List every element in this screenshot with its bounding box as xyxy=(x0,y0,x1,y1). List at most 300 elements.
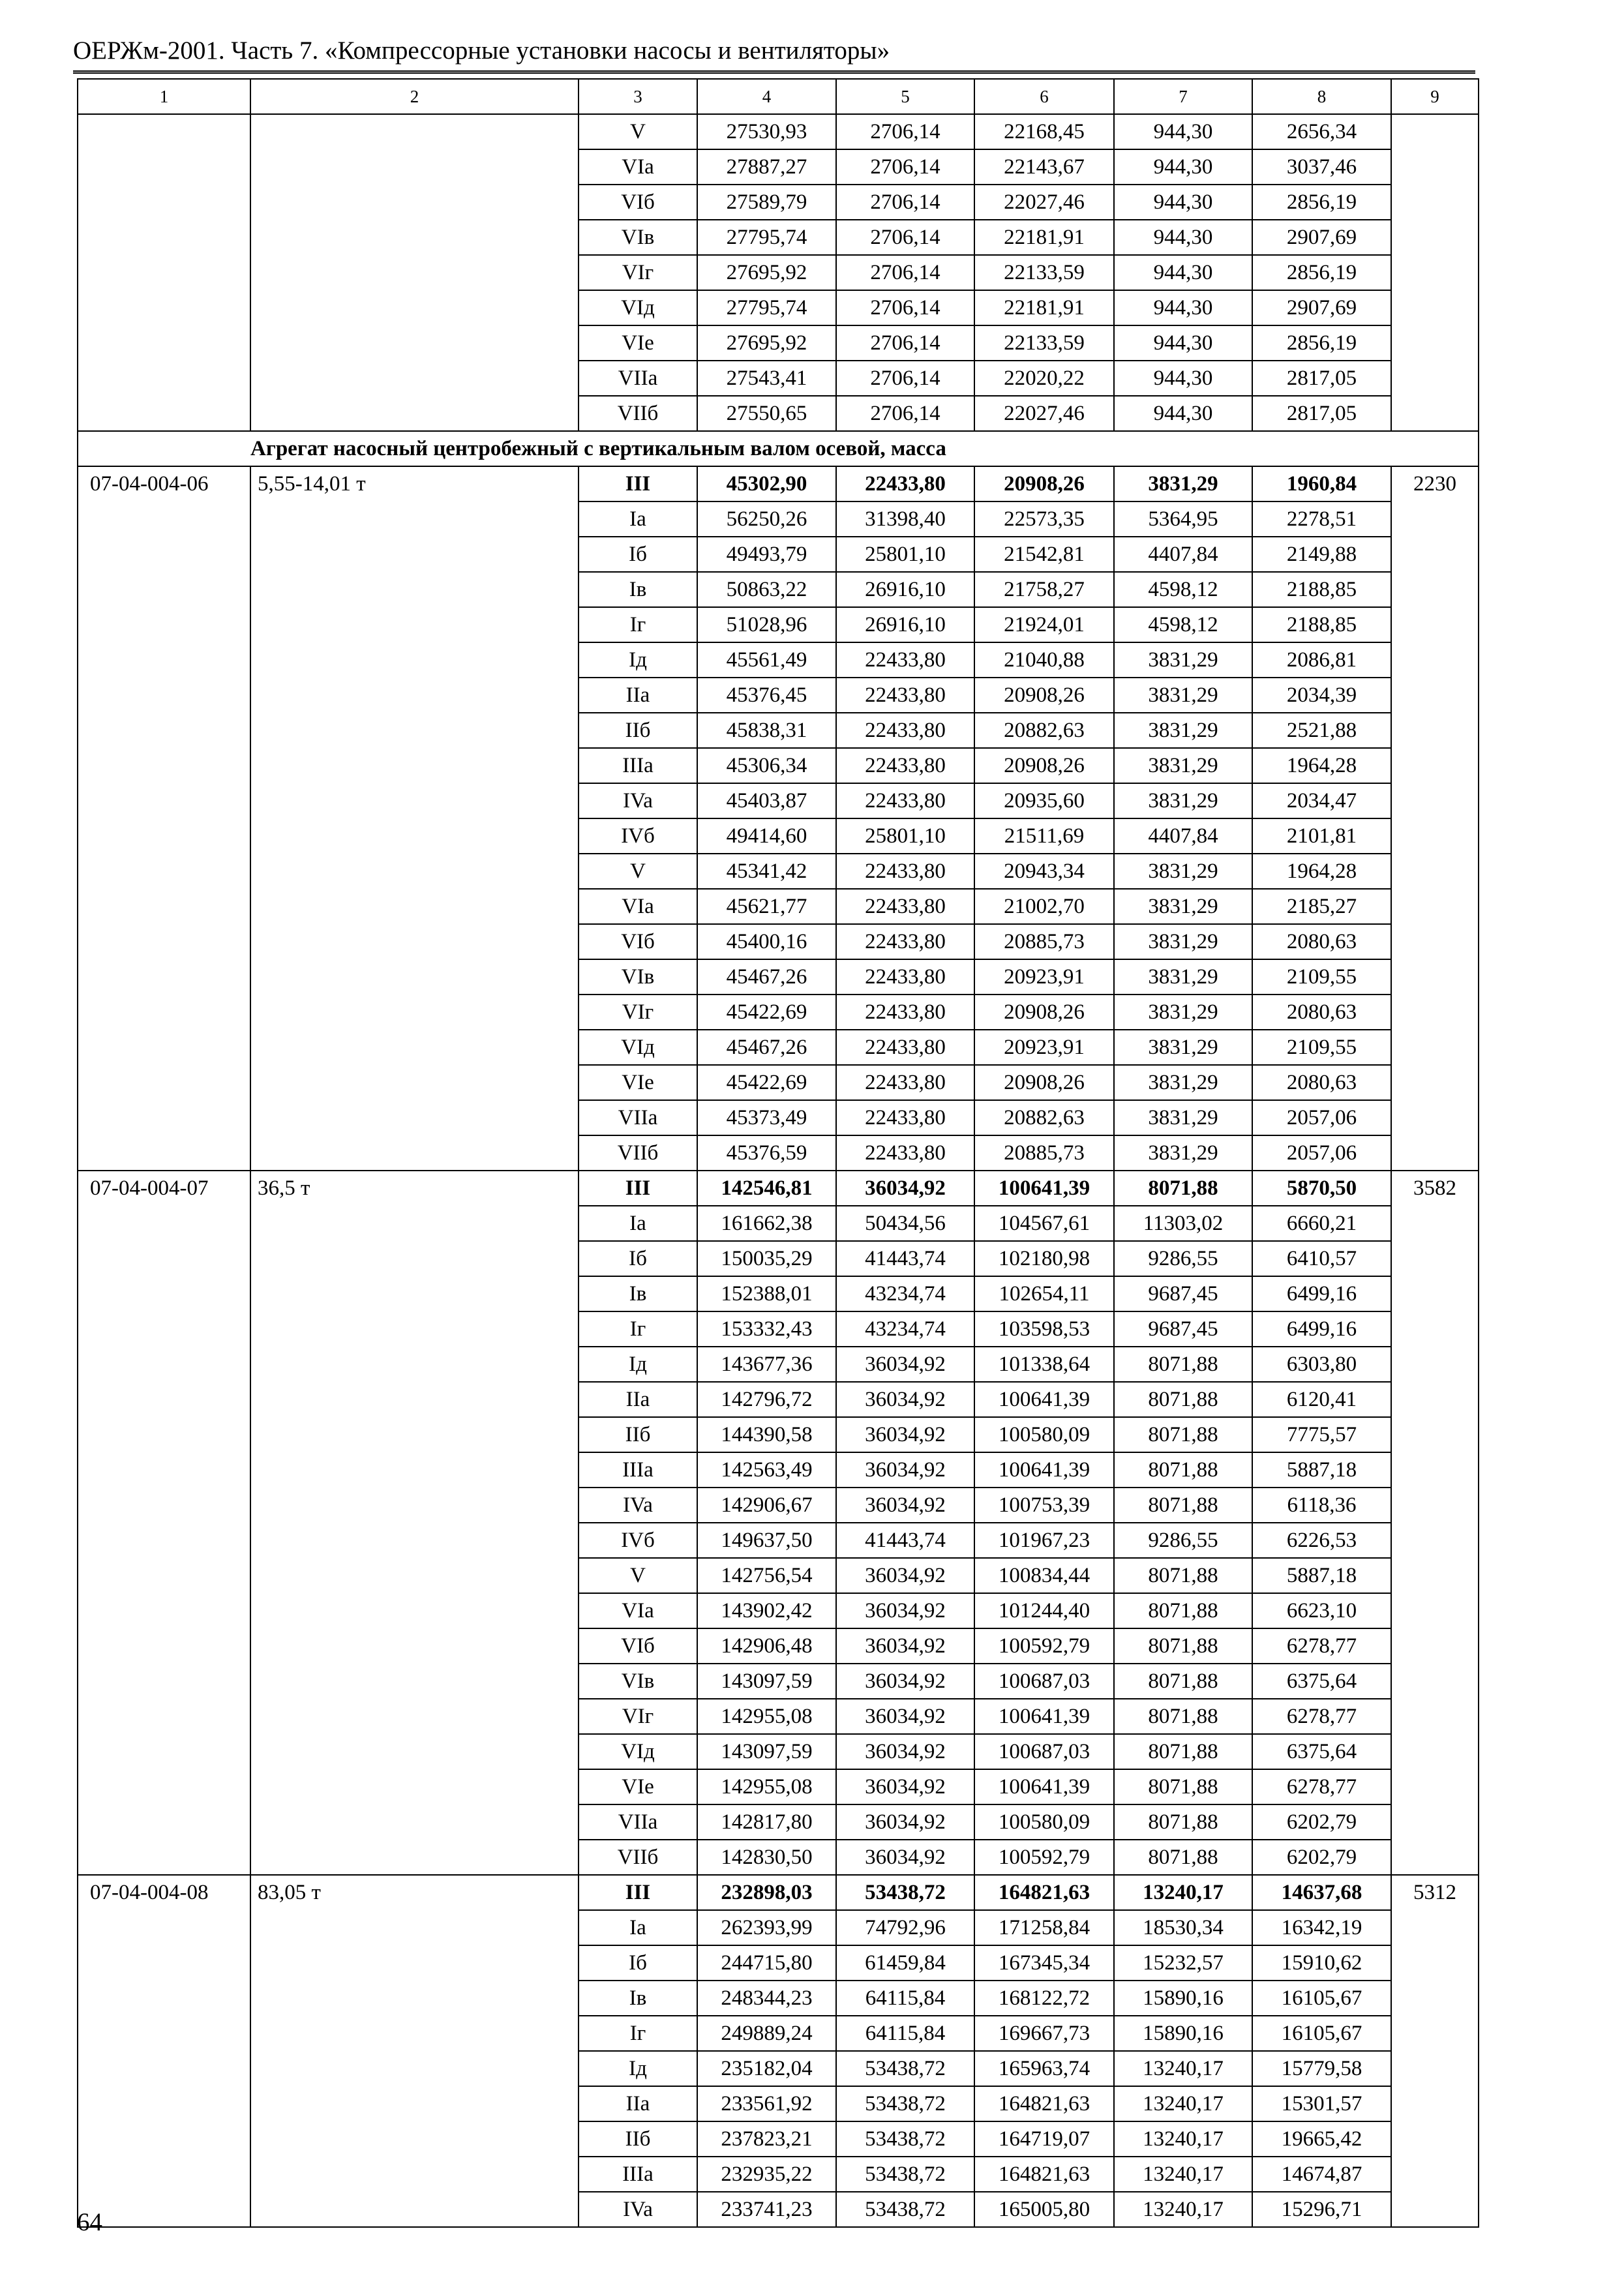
code-cell xyxy=(78,2157,250,2192)
value-cell: 36034,92 xyxy=(836,1171,974,1206)
value-cell: IVa xyxy=(579,2192,697,2227)
value-cell: 25801,10 xyxy=(836,818,974,854)
value-cell: 2521,88 xyxy=(1252,713,1391,748)
value-cell: 153332,43 xyxy=(697,1311,836,1347)
value-cell: 2656,34 xyxy=(1252,114,1391,149)
code-cell xyxy=(78,1699,250,1734)
code-cell xyxy=(78,1241,250,1276)
value-cell: 6278,77 xyxy=(1252,1769,1391,1804)
mass-cell xyxy=(250,959,579,995)
col9-cell xyxy=(1391,1558,1479,1593)
value-cell: 6375,64 xyxy=(1252,1734,1391,1769)
value-cell: 20908,26 xyxy=(974,678,1114,713)
table-row xyxy=(78,501,1479,537)
table-row xyxy=(78,1382,1479,1417)
value-cell: 22168,45 xyxy=(974,114,1114,149)
col9-cell xyxy=(1391,2086,1479,2121)
value-cell: Ia xyxy=(579,1206,697,1241)
value-cell: 2706,14 xyxy=(836,290,974,325)
value-cell: 2706,14 xyxy=(836,255,974,290)
mass-cell xyxy=(250,2157,579,2192)
value-cell: 2080,63 xyxy=(1252,924,1391,959)
value-cell: 8071,88 xyxy=(1114,1769,1252,1804)
col9-cell xyxy=(1391,1593,1479,1628)
mass-cell xyxy=(250,1840,579,1875)
mass-cell xyxy=(250,1945,579,1981)
value-cell: 6499,16 xyxy=(1252,1311,1391,1347)
mass-cell xyxy=(250,572,579,607)
value-cell: 14637,68 xyxy=(1252,1875,1391,1910)
value-cell: 2080,63 xyxy=(1252,995,1391,1030)
column-number-cell: 2 xyxy=(250,79,579,114)
value-cell: 22433,80 xyxy=(836,1065,974,1100)
value-cell: Iб xyxy=(579,537,697,572)
col9-cell xyxy=(1391,1981,1479,2016)
mass-cell xyxy=(250,2192,579,2227)
value-cell: 142955,08 xyxy=(697,1769,836,1804)
value-cell: 169667,73 xyxy=(974,2016,1114,2051)
value-cell: 21542,81 xyxy=(974,537,1114,572)
value-cell: 3831,29 xyxy=(1114,1065,1252,1100)
col9-cell xyxy=(1391,1065,1479,1100)
code-cell xyxy=(78,924,250,959)
code-cell xyxy=(78,1488,250,1523)
table-row xyxy=(78,1347,1479,1382)
value-cell: 20885,73 xyxy=(974,1135,1114,1171)
value-cell: 45373,49 xyxy=(697,1100,836,1135)
col9-cell xyxy=(1391,1135,1479,1171)
mass-cell xyxy=(250,1664,579,1699)
mass-cell xyxy=(250,1065,579,1100)
value-cell: 36034,92 xyxy=(836,1840,974,1875)
value-cell: 6660,21 xyxy=(1252,1206,1391,1241)
code-cell xyxy=(78,1769,250,1804)
col9-cell xyxy=(1391,1347,1479,1382)
mass-cell xyxy=(250,1699,579,1734)
table-row xyxy=(78,114,1479,149)
column-number-cell: 5 xyxy=(836,79,974,114)
value-cell: 2907,69 xyxy=(1252,220,1391,255)
table-row xyxy=(78,1276,1479,1311)
value-cell: VIб xyxy=(579,924,697,959)
value-cell: 45838,31 xyxy=(697,713,836,748)
value-cell: 2057,06 xyxy=(1252,1100,1391,1135)
value-cell: 49493,79 xyxy=(697,537,836,572)
value-cell: 45376,59 xyxy=(697,1135,836,1171)
value-cell: 27695,92 xyxy=(697,255,836,290)
value-cell: 161662,38 xyxy=(697,1206,836,1241)
value-cell: 142817,80 xyxy=(697,1804,836,1840)
code-cell xyxy=(78,1382,250,1417)
table-row xyxy=(78,149,1479,185)
column-number-cell: 6 xyxy=(974,79,1114,114)
table-row xyxy=(78,1065,1479,1100)
value-cell: 15779,58 xyxy=(1252,2051,1391,2086)
value-cell: 22433,80 xyxy=(836,1030,974,1065)
code-cell xyxy=(78,537,250,572)
value-cell: 45467,26 xyxy=(697,1030,836,1065)
mass-cell xyxy=(250,889,579,924)
value-cell: 2856,19 xyxy=(1252,255,1391,290)
mass-cell xyxy=(250,1030,579,1065)
table-row xyxy=(78,396,1479,431)
value-cell: 944,30 xyxy=(1114,185,1252,220)
col9-cell xyxy=(1391,2157,1479,2192)
col9-cell xyxy=(1391,1030,1479,1065)
value-cell: IIIa xyxy=(579,748,697,783)
value-cell: Ia xyxy=(579,1910,697,1945)
value-cell: 2907,69 xyxy=(1252,290,1391,325)
col9-cell xyxy=(1391,149,1479,185)
code-cell: 07-04-004-07 xyxy=(78,1171,250,1206)
code-cell xyxy=(78,255,250,290)
value-cell: 8071,88 xyxy=(1114,1558,1252,1593)
code-cell xyxy=(78,220,250,255)
value-cell: 26916,10 xyxy=(836,572,974,607)
value-cell: 102180,98 xyxy=(974,1241,1114,1276)
value-cell: 165005,80 xyxy=(974,2192,1114,2227)
table-row xyxy=(78,1593,1479,1628)
value-cell: 27887,27 xyxy=(697,149,836,185)
table-row xyxy=(78,1981,1479,2016)
value-cell: VIе xyxy=(579,1769,697,1804)
table-row xyxy=(78,959,1479,995)
col9-cell xyxy=(1391,1452,1479,1488)
value-cell: 4407,84 xyxy=(1114,818,1252,854)
value-cell: 36034,92 xyxy=(836,1452,974,1488)
col9-cell xyxy=(1391,1382,1479,1417)
value-cell: VIa xyxy=(579,1593,697,1628)
value-cell: 36034,92 xyxy=(836,1664,974,1699)
value-cell: 6278,77 xyxy=(1252,1628,1391,1664)
column-number-cell: 3 xyxy=(579,79,697,114)
value-cell: 22433,80 xyxy=(836,995,974,1030)
value-cell: 944,30 xyxy=(1114,114,1252,149)
value-cell: IIб xyxy=(579,1417,697,1452)
value-cell: 56250,26 xyxy=(697,501,836,537)
table-row xyxy=(78,1910,1479,1945)
col9-cell xyxy=(1391,290,1479,325)
value-cell: 15910,62 xyxy=(1252,1945,1391,1981)
value-cell: 944,30 xyxy=(1114,290,1252,325)
value-cell: 100592,79 xyxy=(974,1628,1114,1664)
value-cell: 100592,79 xyxy=(974,1840,1114,1875)
value-cell: 5887,18 xyxy=(1252,1452,1391,1488)
code-cell xyxy=(78,748,250,783)
group-lead-row xyxy=(78,1875,1479,1910)
value-cell: 6623,10 xyxy=(1252,1593,1391,1628)
value-cell: Iв xyxy=(579,1981,697,2016)
value-cell: 944,30 xyxy=(1114,325,1252,361)
value-cell: 5887,18 xyxy=(1252,1558,1391,1593)
code-cell xyxy=(78,2192,250,2227)
value-cell: 45400,16 xyxy=(697,924,836,959)
value-cell: 53438,72 xyxy=(836,2121,974,2157)
table-row xyxy=(78,2157,1479,2192)
code-cell xyxy=(78,114,250,149)
value-cell: 3831,29 xyxy=(1114,783,1252,818)
value-cell: 1964,28 xyxy=(1252,854,1391,889)
code-cell xyxy=(78,2051,250,2086)
value-cell: 3831,29 xyxy=(1114,924,1252,959)
mass-cell xyxy=(250,255,579,290)
value-cell: 8071,88 xyxy=(1114,1628,1252,1664)
value-cell: 3831,29 xyxy=(1114,748,1252,783)
value-cell: IIa xyxy=(579,2086,697,2121)
code-cell xyxy=(78,1558,250,1593)
value-cell: 232898,03 xyxy=(697,1875,836,1910)
mass-cell xyxy=(250,1311,579,1347)
code-cell xyxy=(78,2086,250,2121)
value-cell: 6118,36 xyxy=(1252,1488,1391,1523)
value-cell: 2706,14 xyxy=(836,185,974,220)
group-lead-row xyxy=(78,1171,1479,1206)
table-row xyxy=(78,2016,1479,2051)
value-cell: 20923,91 xyxy=(974,959,1114,995)
value-cell: 27589,79 xyxy=(697,185,836,220)
col9-cell xyxy=(1391,1628,1479,1664)
mass-cell xyxy=(250,713,579,748)
value-cell: VIIб xyxy=(579,396,697,431)
value-cell: 22027,46 xyxy=(974,185,1114,220)
value-cell: 20908,26 xyxy=(974,1065,1114,1100)
table-row xyxy=(78,854,1479,889)
value-cell: 14674,87 xyxy=(1252,2157,1391,2192)
header-rule xyxy=(73,70,1475,74)
value-cell: VIг xyxy=(579,995,697,1030)
value-cell: 164719,07 xyxy=(974,2121,1114,2157)
value-cell: 22433,80 xyxy=(836,889,974,924)
value-cell: 100641,39 xyxy=(974,1382,1114,1417)
value-cell: IVa xyxy=(579,783,697,818)
value-cell: VIIa xyxy=(579,1100,697,1135)
table-row xyxy=(78,572,1479,607)
value-cell: 53438,72 xyxy=(836,2086,974,2121)
col9-cell xyxy=(1391,1734,1479,1769)
code-cell xyxy=(78,678,250,713)
value-cell: 36034,92 xyxy=(836,1593,974,1628)
value-cell: 143097,59 xyxy=(697,1734,836,1769)
value-cell: 64115,84 xyxy=(836,2016,974,2051)
col9-cell xyxy=(1391,713,1479,748)
value-cell: VIб xyxy=(579,1628,697,1664)
value-cell: 2188,85 xyxy=(1252,607,1391,642)
value-cell: 944,30 xyxy=(1114,149,1252,185)
value-cell: 22133,59 xyxy=(974,255,1114,290)
value-cell: 64115,84 xyxy=(836,1981,974,2016)
value-cell: IVб xyxy=(579,1523,697,1558)
value-cell: 171258,84 xyxy=(974,1910,1114,1945)
code-cell xyxy=(78,783,250,818)
value-cell: 21040,88 xyxy=(974,642,1114,678)
code-cell xyxy=(78,1065,250,1100)
value-cell: 36034,92 xyxy=(836,1804,974,1840)
value-cell: 6202,79 xyxy=(1252,1840,1391,1875)
mass-cell xyxy=(250,501,579,537)
value-cell: 100641,39 xyxy=(974,1699,1114,1734)
code-cell xyxy=(78,1347,250,1382)
value-cell: VIa xyxy=(579,149,697,185)
value-cell: VIIa xyxy=(579,361,697,396)
value-cell: 22433,80 xyxy=(836,713,974,748)
value-cell: 74792,96 xyxy=(836,1910,974,1945)
col9-cell xyxy=(1391,889,1479,924)
value-cell: 143097,59 xyxy=(697,1664,836,1699)
col9-cell xyxy=(1391,361,1479,396)
code-cell xyxy=(78,959,250,995)
value-cell: 22181,91 xyxy=(974,220,1114,255)
value-cell: 3831,29 xyxy=(1114,1100,1252,1135)
value-cell: 15890,16 xyxy=(1114,1981,1252,2016)
value-cell: IIa xyxy=(579,1382,697,1417)
value-cell: 27795,74 xyxy=(697,290,836,325)
value-cell: 103598,53 xyxy=(974,1311,1114,1347)
code-cell xyxy=(78,995,250,1030)
table-row xyxy=(78,290,1479,325)
col9-cell xyxy=(1391,220,1479,255)
value-cell: 22433,80 xyxy=(836,642,974,678)
value-cell: 2278,51 xyxy=(1252,501,1391,537)
value-cell: 144390,58 xyxy=(697,1417,836,1452)
value-cell: 8071,88 xyxy=(1114,1840,1252,1875)
value-cell: 36034,92 xyxy=(836,1699,974,1734)
code-cell xyxy=(78,1840,250,1875)
value-cell: 45376,45 xyxy=(697,678,836,713)
value-cell: 142756,54 xyxy=(697,1558,836,1593)
mass-cell xyxy=(250,1523,579,1558)
value-cell: 50863,22 xyxy=(697,572,836,607)
section-title: Агрегат насосный центробежный с вертикальным валом осевой, масса xyxy=(78,431,1479,466)
code-cell xyxy=(78,396,250,431)
value-cell: 6499,16 xyxy=(1252,1276,1391,1311)
mass-cell xyxy=(250,1981,579,2016)
value-cell: 8071,88 xyxy=(1114,1804,1252,1840)
col9-cell xyxy=(1391,1804,1479,1840)
value-cell: 13240,17 xyxy=(1114,2192,1252,2227)
mass-cell xyxy=(250,678,579,713)
code-cell xyxy=(78,325,250,361)
mass-cell xyxy=(250,1488,579,1523)
value-cell: 22181,91 xyxy=(974,290,1114,325)
group-lead-row xyxy=(78,466,1479,501)
value-cell: 13240,17 xyxy=(1114,2157,1252,2192)
table-row xyxy=(78,1030,1479,1065)
value-cell: 49414,60 xyxy=(697,818,836,854)
mass-cell xyxy=(250,1241,579,1276)
value-cell: 100641,39 xyxy=(974,1452,1114,1488)
value-cell: 53438,72 xyxy=(836,2157,974,2192)
value-cell: Iг xyxy=(579,607,697,642)
value-cell: 2706,14 xyxy=(836,325,974,361)
col9-cell xyxy=(1391,255,1479,290)
table-row xyxy=(78,1628,1479,1664)
value-cell: 3831,29 xyxy=(1114,466,1252,501)
value-cell: 164821,63 xyxy=(974,1875,1114,1910)
value-cell: 8071,88 xyxy=(1114,1382,1252,1417)
value-cell: IIб xyxy=(579,2121,697,2157)
value-cell: VIв xyxy=(579,959,697,995)
mass-cell: 83,05 т xyxy=(250,1875,579,1910)
col9-cell xyxy=(1391,2121,1479,2157)
col9-cell xyxy=(1391,1311,1479,1347)
col9-cell xyxy=(1391,396,1479,431)
col9-cell xyxy=(1391,114,1479,149)
code-cell xyxy=(78,1276,250,1311)
value-cell: Iб xyxy=(579,1945,697,1981)
col9-cell xyxy=(1391,2192,1479,2227)
price-table xyxy=(77,78,1479,2228)
value-cell: 9286,55 xyxy=(1114,1241,1252,1276)
col9-cell xyxy=(1391,607,1479,642)
value-cell: 36034,92 xyxy=(836,1558,974,1593)
col9-cell xyxy=(1391,572,1479,607)
value-cell: 5870,50 xyxy=(1252,1171,1391,1206)
mass-cell xyxy=(250,607,579,642)
col9-cell xyxy=(1391,2051,1479,2086)
mass-cell xyxy=(250,1100,579,1135)
code-cell xyxy=(78,290,250,325)
value-cell: 104567,61 xyxy=(974,1206,1114,1241)
table-row xyxy=(78,1311,1479,1347)
table-row xyxy=(78,1769,1479,1804)
table-row xyxy=(78,2192,1479,2227)
mass-cell: 5,55-14,01 т xyxy=(250,466,579,501)
value-cell: 2109,55 xyxy=(1252,959,1391,995)
col9-cell: 3582 xyxy=(1391,1171,1479,1206)
code-cell xyxy=(78,185,250,220)
value-cell: 22020,22 xyxy=(974,361,1114,396)
value-cell: 45621,77 xyxy=(697,889,836,924)
value-cell: 20882,63 xyxy=(974,1100,1114,1135)
value-cell: 61459,84 xyxy=(836,1945,974,1981)
table-row xyxy=(78,642,1479,678)
value-cell: 100687,03 xyxy=(974,1664,1114,1699)
code-cell xyxy=(78,1030,250,1065)
mass-cell xyxy=(250,642,579,678)
value-cell: 101967,23 xyxy=(974,1523,1114,1558)
value-cell: 22433,80 xyxy=(836,748,974,783)
value-cell: 21002,70 xyxy=(974,889,1114,924)
mass-cell xyxy=(250,1382,579,1417)
code-cell xyxy=(78,149,250,185)
value-cell: 8071,88 xyxy=(1114,1734,1252,1769)
value-cell: VIг xyxy=(579,1699,697,1734)
value-cell: 36034,92 xyxy=(836,1488,974,1523)
value-cell: 51028,96 xyxy=(697,607,836,642)
mass-cell xyxy=(250,2121,579,2157)
value-cell: 3831,29 xyxy=(1114,889,1252,924)
value-cell: 6202,79 xyxy=(1252,1804,1391,1840)
column-number-cell: 1 xyxy=(78,79,250,114)
value-cell: 2149,88 xyxy=(1252,537,1391,572)
col9-cell xyxy=(1391,783,1479,818)
value-cell: 149637,50 xyxy=(697,1523,836,1558)
value-cell: 150035,29 xyxy=(697,1241,836,1276)
value-cell: 6303,80 xyxy=(1252,1347,1391,1382)
value-cell: 5364,95 xyxy=(1114,501,1252,537)
value-cell: VIв xyxy=(579,220,697,255)
value-cell: 45341,42 xyxy=(697,854,836,889)
value-cell: 2109,55 xyxy=(1252,1030,1391,1065)
document-header: ОЕРЖм-2001. Часть 7. «Компрессорные установки насосы и вентиляторы» xyxy=(73,37,890,65)
value-cell: 233561,92 xyxy=(697,2086,836,2121)
value-cell: 8071,88 xyxy=(1114,1417,1252,1452)
value-cell: 944,30 xyxy=(1114,220,1252,255)
value-cell: 9286,55 xyxy=(1114,1523,1252,1558)
value-cell: 36034,92 xyxy=(836,1769,974,1804)
value-cell: 22433,80 xyxy=(836,1100,974,1135)
col9-cell xyxy=(1391,501,1479,537)
